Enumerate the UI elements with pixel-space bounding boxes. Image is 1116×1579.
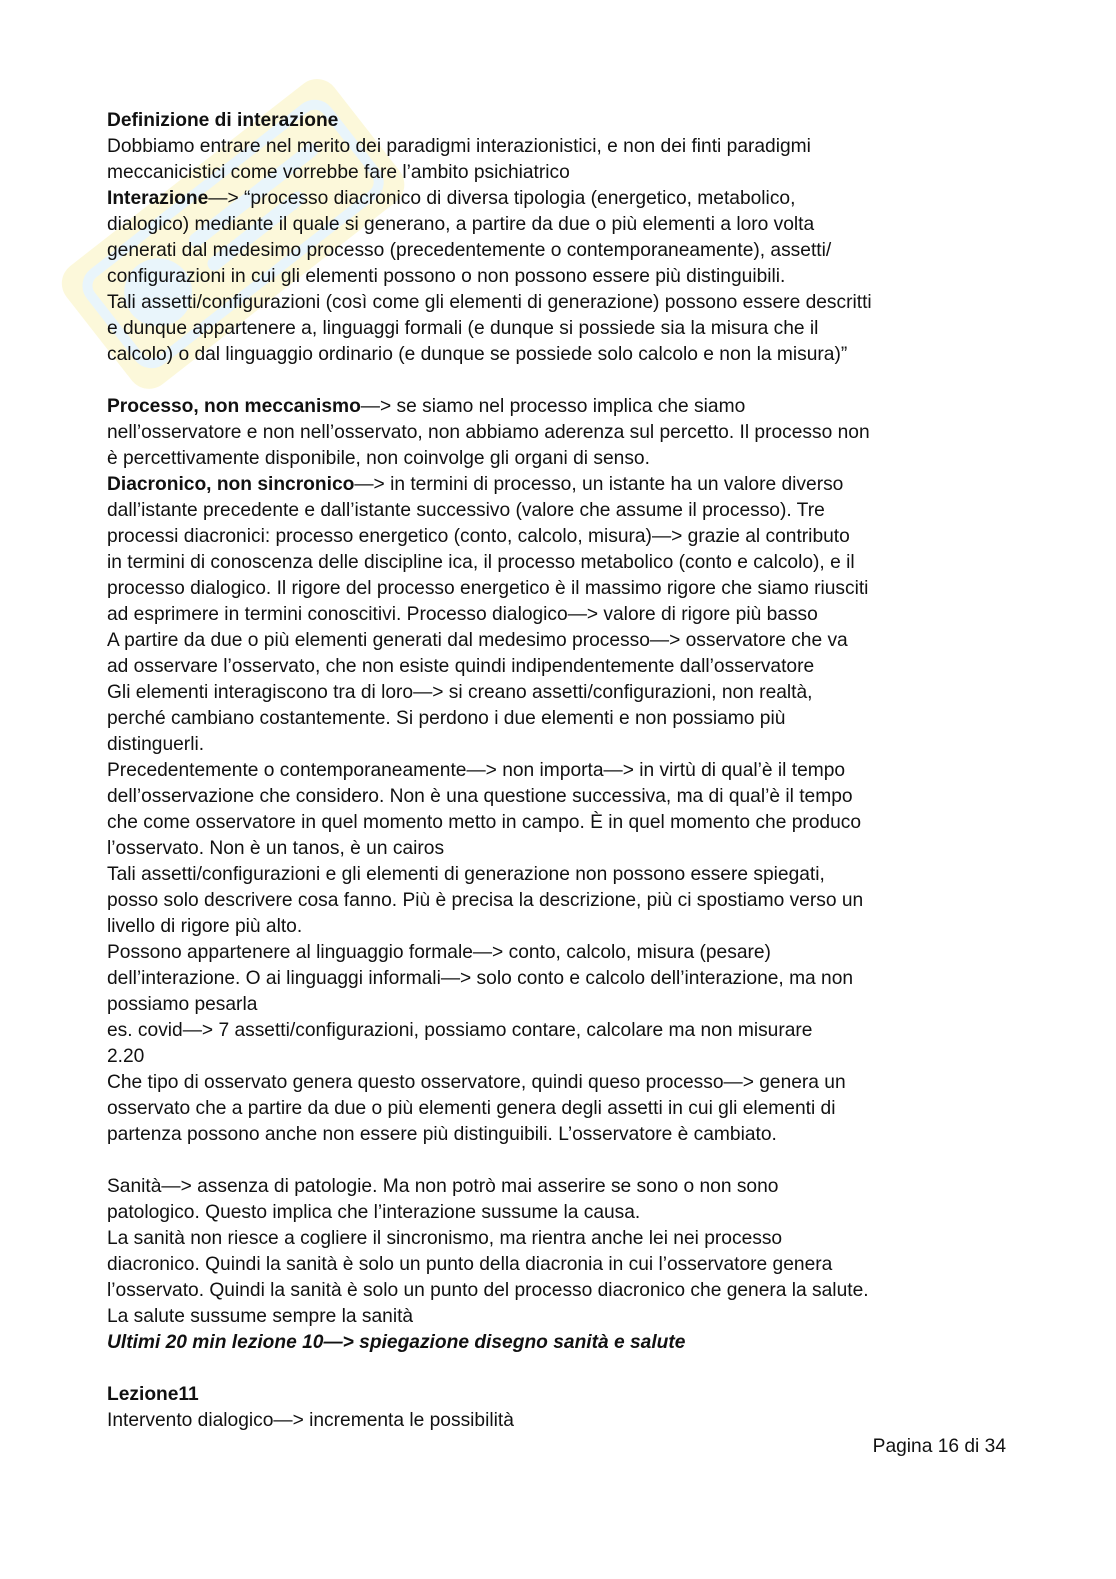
term-diacronico: Diacronico, non sincronico bbox=[107, 474, 355, 495]
paragraph-line: distinguerli. bbox=[107, 734, 205, 755]
page-number: Pagina 16 di 34 bbox=[872, 1436, 1006, 1457]
paragraph-line: è percettivamente disponibile, non coinvolge gli organi di senso. bbox=[107, 448, 650, 469]
paragraph-line: partenza possono anche non essere più distinguibili. L’osservatore è cambiato. bbox=[107, 1124, 777, 1145]
paragraph-line: dall’istante precedente e dall’istante successivo (valore che assume il processo). Tre bbox=[107, 500, 825, 521]
paragraph-line: e dunque appartenere a, linguaggi formali (e dunque si possiede sia la misura che il bbox=[107, 318, 819, 339]
paragraph-line: Precedentemente o contemporaneamente—> non importa—> in virtù di qual’è il tempo bbox=[107, 760, 846, 781]
paragraph-line: generati dal medesimo processo (precedentemente o contemporaneamente), assetti/ bbox=[107, 240, 832, 261]
paragraph-line: possiamo pesarla bbox=[107, 994, 258, 1015]
paragraph-line: Processo, non meccanismo—> se siamo nel processo implica che siamo bbox=[107, 396, 746, 417]
document-page bbox=[107, 108, 1007, 1434]
paragraph-line: perché cambiano costantemente. Si perdono i due elementi e non possiamo più bbox=[107, 708, 786, 729]
paragraph-line: dell’interazione. O ai linguaggi informali—> solo conto e calcolo dell’interazione, ma non bbox=[107, 968, 854, 989]
paragraph-line: Tali assetti/configurazioni (così come gli elementi di generazione) possono essere descritti bbox=[107, 292, 872, 313]
highlighted-note: Ultimi 20 min lezione 10—> spiegazione disegno sanità e salute bbox=[107, 1332, 686, 1353]
paragraph-line: l’osservato. Quindi la sanità è solo un punto del processo diacronico che genera la salute. bbox=[107, 1280, 869, 1301]
paragraph-line: es. covid—> 7 assetti/configurazioni, possiamo contare, calcolare ma non misurare bbox=[107, 1020, 813, 1041]
paragraph-line: A partire da due o più elementi generati dal medesimo processo—> osservatore che va bbox=[107, 630, 848, 651]
paragraph-line: nell’osservatore e non nell’osservato, non abbiamo aderenza sul percetto. Il processo non bbox=[107, 422, 870, 443]
paragraph-line: Intervento dialogico—> incrementa le possibilità bbox=[107, 1410, 514, 1431]
paragraph-line: l’osservato. Non è un tanos, è un cairos bbox=[107, 838, 445, 859]
paragraph-line: diacronico. Quindi la sanità è solo un punto della diacronia in cui l’osservatore genera bbox=[107, 1254, 833, 1275]
paragraph-line: patologico. Questo implica che l’interazione sussume la causa. bbox=[107, 1202, 641, 1223]
paragraph-line: Che tipo di osservato genera questo osservatore, quindi queso processo—> genera un bbox=[107, 1072, 846, 1093]
paragraph-line: processo dialogico. Il rigore del processo energetico è il massimo rigore che siamo riusciti bbox=[107, 578, 869, 599]
paragraph-line: processi diacronici: processo energetico (conto, calcolo, misura)—> grazie al contributo bbox=[107, 526, 850, 547]
paragraph-line: calcolo) o dal linguaggio ordinario (e dunque se possiede solo calcolo e non la misura)” bbox=[107, 344, 848, 365]
paragraph-line: dialogico) mediante il quale si generano, a partire da due o più elementi a loro volta bbox=[107, 214, 815, 235]
paragraph-line: Possono appartenere al linguaggio formale—> conto, calcolo, misura (pesare) bbox=[107, 942, 771, 963]
section-title: Lezione11 bbox=[107, 1384, 199, 1405]
section-title: Definizione di interazione bbox=[107, 110, 339, 131]
paragraph-line: Diacronico, non sincronico—> in termini di processo, un istante ha un valore diverso bbox=[107, 474, 844, 495]
paragraph-line: livello di rigore più alto. bbox=[107, 916, 303, 937]
paragraph-line: che come osservatore in quel momento metto in campo. È in quel momento che produco bbox=[107, 812, 862, 833]
paragraph-line: posso solo descrivere cosa fanno. Più è precisa la descrizione, più ci spostiamo verso un bbox=[107, 890, 864, 911]
paragraph-line: La sanità non riesce a cogliere il sincronismo, ma rientra anche lei nei processo bbox=[107, 1228, 783, 1249]
term-interazione: Interazione bbox=[107, 188, 209, 209]
paragraph-line: Sanità—> assenza di patologie. Ma non potrò mai asserire se sono o non sono bbox=[107, 1176, 779, 1197]
paragraph-line: configurazioni in cui gli elementi possono o non possono essere più distinguibili. bbox=[107, 266, 786, 287]
paragraph-line: in termini di conoscenza delle discipline ica, il processo metabolico (conto e calcolo), e il bbox=[107, 552, 855, 573]
paragraph-line: meccanicistici come vorrebbe fare l’ambito psichiatrico bbox=[107, 162, 570, 183]
paragraph-line: ad esprimere in termini conoscitivi. Processo dialogico—> valore di rigore più basso bbox=[107, 604, 818, 625]
paragraph-line: osservato che a partire da due o più elementi genera degli assetti in cui gli elementi di bbox=[107, 1098, 836, 1119]
term-processo: Processo, non meccanismo bbox=[107, 396, 361, 417]
paragraph-line: dell’osservazione che considero. Non è una questione successiva, ma di qual’è il tempo bbox=[107, 786, 853, 807]
paragraph-line: Tali assetti/configurazioni e gli elementi di generazione non possono essere spiegati, bbox=[107, 864, 825, 885]
paragraph-line: 2.20 bbox=[107, 1046, 145, 1067]
paragraph-line: Gli elementi interagiscono tra di loro—> si creano assetti/configurazioni, non realtà, bbox=[107, 682, 813, 703]
paragraph-line: Dobbiamo entrare nel merito dei paradigmi interazionistici, e non dei finti paradigmi bbox=[107, 136, 811, 157]
paragraph-line: La salute sussume sempre la sanità bbox=[107, 1306, 414, 1327]
paragraph-line: Interazione—> “processo diacronico di diversa tipologia (energetico, metabolico, bbox=[107, 188, 796, 209]
paragraph-line: ad osservare l’osservato, che non esiste quindi indipendentemente dall’osservatore bbox=[107, 656, 815, 677]
